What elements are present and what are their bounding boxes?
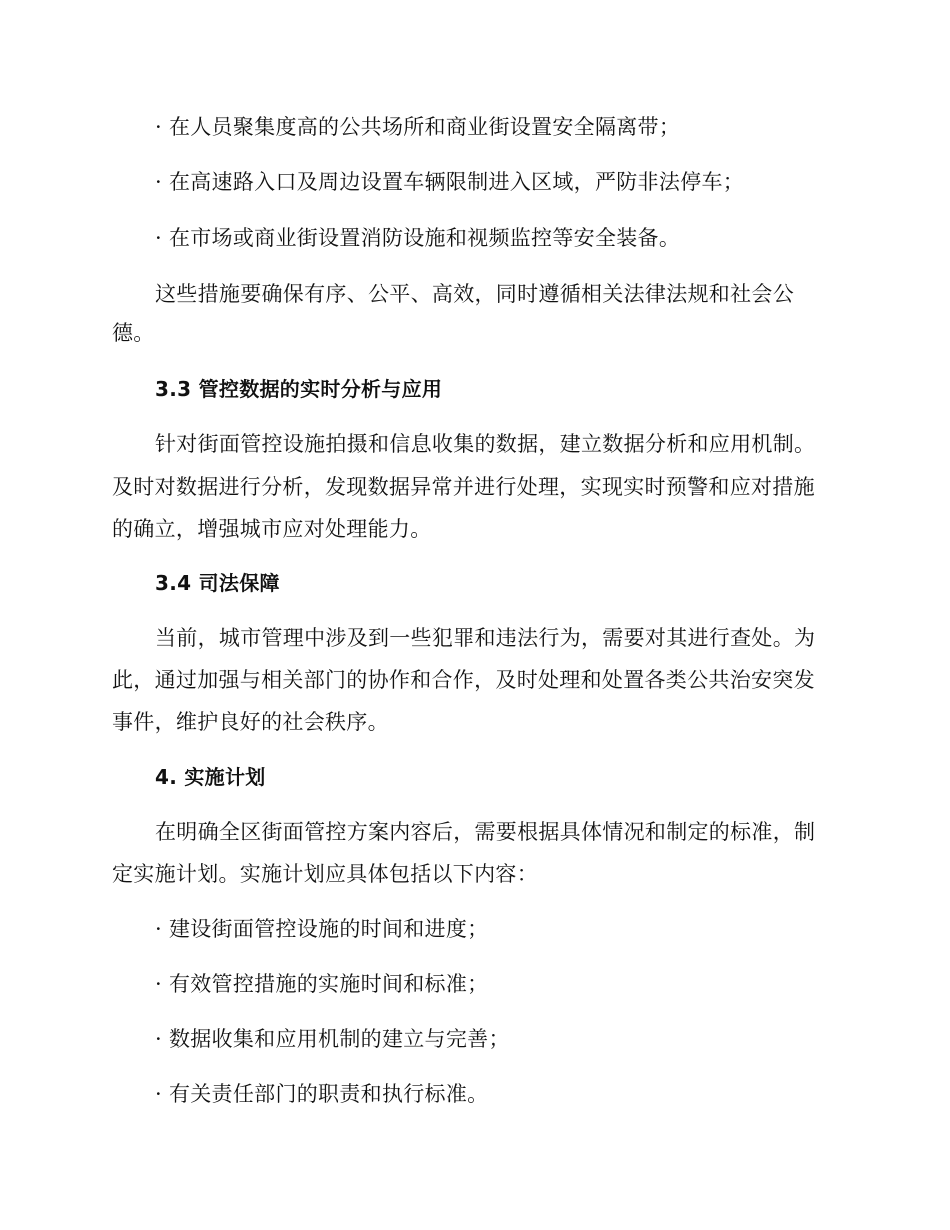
paragraph-plan-line-2: 定实施计划。实施计划应具体包括以下内容： [112, 862, 538, 886]
paragraph-measures-line-2: 德。 [112, 321, 155, 345]
section-heading-3-4: 3.4 司法保障 [155, 571, 280, 595]
paragraph-data-analysis-line-3: 的确立，增强城市应对处理能力。 [112, 517, 432, 541]
bullet-item-fire-surveillance: · 在市场或商业街设置消防设施和视频监控等安全装备。 [155, 226, 681, 250]
section-heading-4: 4. 实施计划 [155, 765, 266, 789]
paragraph-data-analysis-line-2: 及时对数据进行分析，发现数据异常并进行处理，实现实时预警和应对措施 [112, 475, 815, 499]
bullet-item-construction-schedule: · 建设街面管控设施的时间和进度； [155, 917, 489, 941]
bullet-item-responsibilities: · 有关责任部门的职责和执行标准。 [155, 1082, 489, 1106]
bullet-item-vehicle-restriction: · 在高速路入口及周边设置车辆限制进入区域，严防非法停车； [155, 170, 745, 194]
paragraph-judicial-line-1: 当前，城市管理中涉及到一些犯罪和违法行为，需要对其进行查处。为 [155, 626, 816, 650]
bullet-item-measure-timing: · 有效管控措施的实施时间和标准； [155, 972, 489, 996]
paragraph-data-analysis-line-1: 针对街面管控设施拍摄和信息收集的数据，建立数据分析和应用机制。 [155, 432, 816, 456]
paragraph-measures-line-1: 这些措施要确保有序、公平、高效，同时遵循相关法律法规和社会公 [155, 282, 794, 306]
bullet-item-safety-barrier: · 在人员聚集度高的公共场所和商业街设置安全隔离带； [155, 115, 681, 139]
paragraph-plan-line-1: 在明确全区街面管控方案内容后，需要根据具体情况和制定的标准，制 [155, 820, 816, 844]
bullet-item-data-mechanism: · 数据收集和应用机制的建立与完善； [155, 1027, 510, 1051]
paragraph-judicial-line-2: 此，通过加强与相关部门的协作和合作，及时处理和处置各类公共治安突发 [112, 668, 815, 692]
paragraph-judicial-line-3: 事件，维护良好的社会秩序。 [112, 710, 389, 734]
section-heading-3-3: 3.3 管控数据的实时分析与应用 [155, 377, 443, 401]
